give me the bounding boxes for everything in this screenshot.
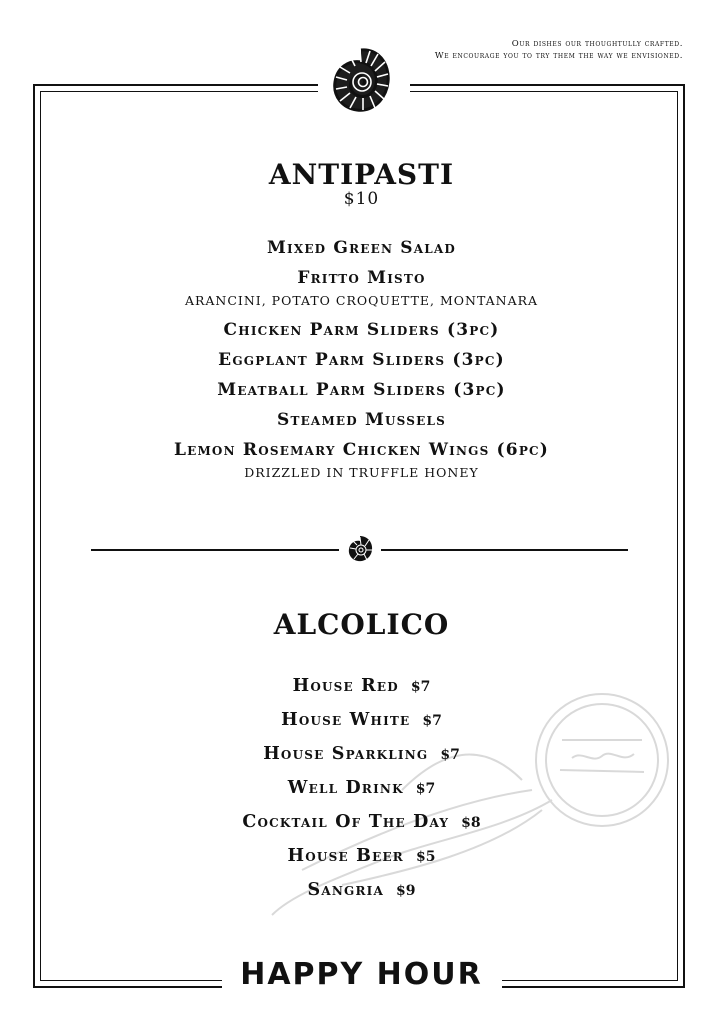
drink-item: [0, 675, 723, 698]
item-name: Chicken Parm Sliders (3pc): [223, 320, 500, 340]
drink-item: [0, 777, 723, 800]
drink-item: [0, 879, 723, 902]
item-description: DRIZZLED IN TRUFFLE HONEY: [244, 465, 479, 480]
item-name: Eggplant Parm Sliders (3pc): [218, 350, 505, 370]
drink-name: Sangria: [307, 880, 384, 900]
drink-item: [0, 709, 723, 732]
menu-item: [0, 410, 723, 431]
drink-price: $7: [415, 781, 436, 797]
menu-item: [0, 440, 723, 483]
tagline: [435, 38, 683, 62]
drink-price: $7: [410, 679, 431, 695]
drink-price: $5: [415, 849, 436, 865]
drink-item: [0, 845, 723, 868]
menu-item: [0, 238, 723, 259]
drink-name: House Red: [292, 676, 399, 696]
antipasti-title: ANTIPASTI: [268, 158, 455, 191]
drink-name: House Sparkling: [263, 744, 429, 764]
item-name: Lemon Rosemary Chicken Wings (6pc): [173, 440, 550, 460]
happy-hour-title: HAPPY HOUR: [240, 957, 483, 992]
antipasti-price: $10: [343, 189, 380, 209]
menu-item: [0, 268, 723, 311]
drink-item: [0, 743, 723, 766]
drink-price: $9: [395, 883, 416, 899]
item-name: Steamed Mussels: [276, 410, 447, 430]
tagline-line-1: Our dishes our thoughtully crafted.: [511, 39, 683, 49]
menu-item: [0, 320, 723, 341]
drink-name: House White: [281, 710, 411, 730]
item-name: Mixed Green Salad: [266, 238, 457, 258]
drink-price: $7: [422, 713, 442, 729]
tagline-line-2: We encourage you to try them the way we envisioned.: [434, 51, 683, 61]
drink-item: [0, 811, 723, 834]
menu-item: [0, 350, 723, 371]
drink-price: $8: [461, 815, 481, 831]
nautilus-shell-icon: [330, 44, 392, 118]
menu-item: [0, 380, 723, 401]
drink-price: $7: [440, 747, 460, 763]
antipasti-list: [0, 238, 723, 492]
item-name: Meatball Parm Sliders (3pc): [217, 380, 506, 400]
item-description: ARANCINI, POTATO CROQUETTE, MONTANARA: [184, 293, 539, 308]
drink-name: Well Drink: [287, 778, 404, 798]
nautilus-shell-icon: [346, 534, 374, 564]
item-name: Fritto Misto: [297, 268, 426, 288]
alcolico-title: ALCOLICO: [273, 608, 450, 641]
divider-line-left: [91, 549, 339, 551]
drink-name: House Beer: [287, 846, 404, 866]
alcolico-list: [0, 675, 723, 913]
divider-line-right: [381, 549, 628, 551]
drink-name: Cocktail Of The Day: [242, 812, 450, 832]
